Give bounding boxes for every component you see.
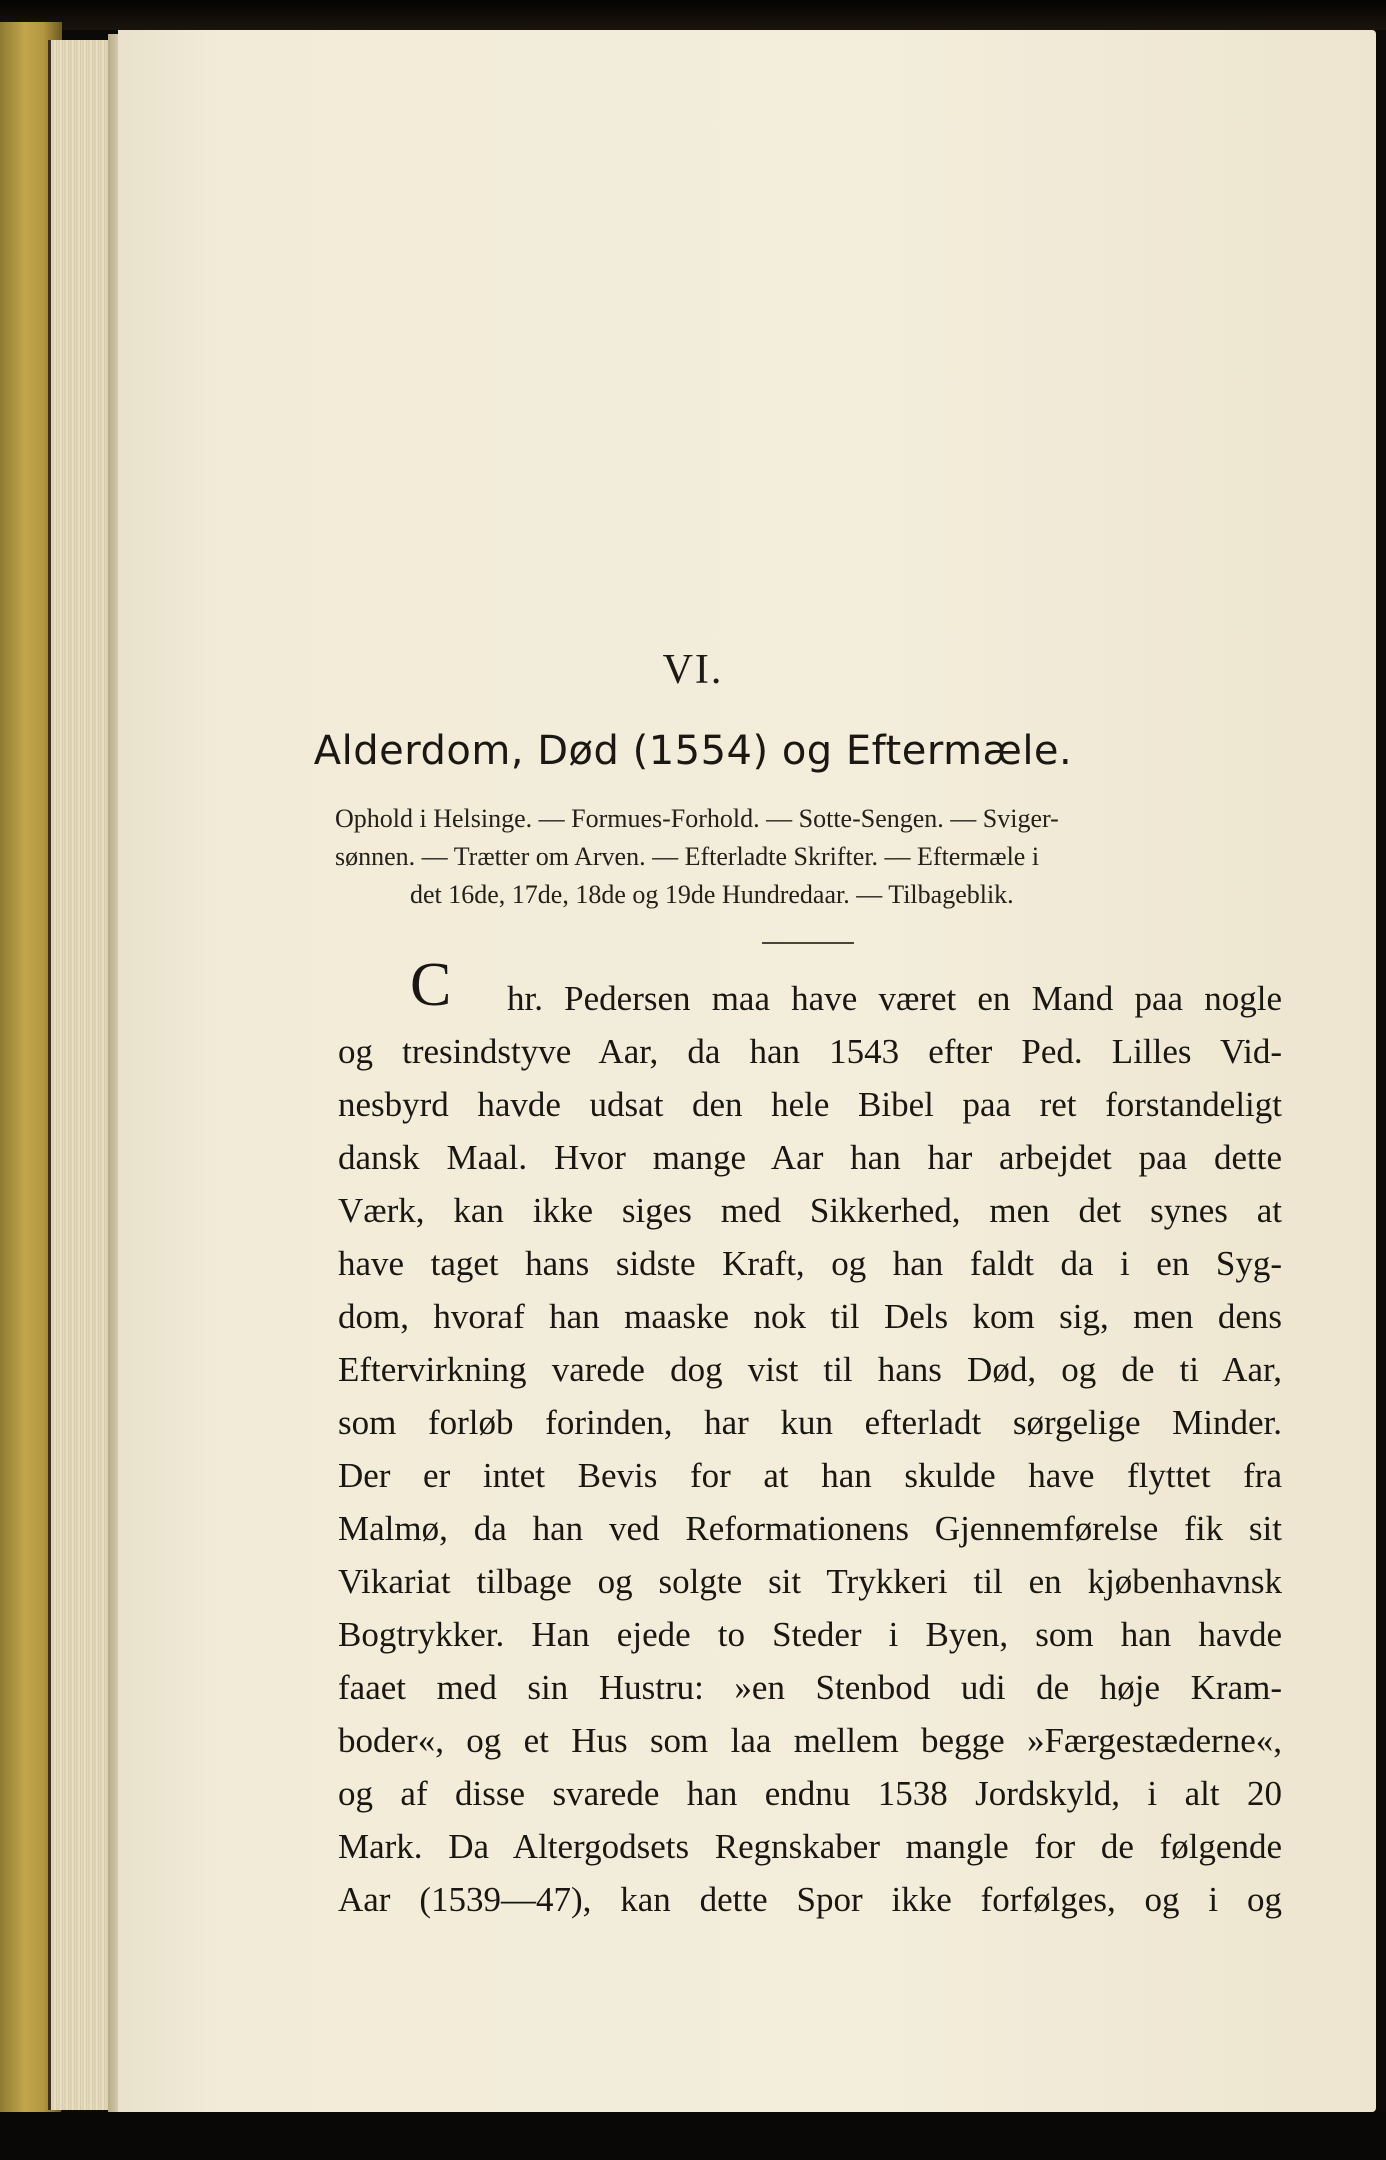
synopsis-line: det 16de, 17de, 18de og 19de Hundredaar. — Tilbageblik. (410, 880, 1014, 909)
body-line: Eftervirkning varede dog vist til hans Død, og de ti Aar, (338, 1350, 1282, 1389)
drop-cap: C (410, 951, 452, 1019)
body-line: som forløb forinden, har kun efterladt sørgelige Minder. (338, 1403, 1282, 1442)
synopsis-line: Ophold i Helsinge. — Formues-Forhold. — Sotte-Sengen. — Sviger- (335, 804, 1059, 833)
body-line: Der er intet Bevis for at han skulde have flyttet fra (338, 1456, 1282, 1495)
body-line: dansk Maal. Hvor mange Aar han har arbejdet paa dette (338, 1138, 1282, 1177)
body-line: have taget hans sidste Kraft, og han faldt da i en Syg- (338, 1244, 1282, 1283)
body-line: Aar (1539—47), kan dette Spor ikke forfølges, og i og (338, 1880, 1282, 1919)
body-line: dom, hvoraf han maaske nok til Dels kom sig, men dens (338, 1297, 1282, 1336)
body-line: Malmø, da han ved Reformationens Gjennemførelse fik sit (338, 1509, 1282, 1548)
body-line: og tresindstyve Aar, da han 1543 efter Ped. Lilles Vid- (338, 1032, 1282, 1071)
body-line: Værk, kan ikke siges med Sikkerhed, men det synes at (338, 1191, 1282, 1230)
top-shadow (0, 0, 1386, 30)
synopsis-line: sønnen. — Trætter om Arven. — Efterladte Skrifter. — Eftermæle i (335, 842, 1040, 871)
bottom-shadow (0, 2112, 1386, 2160)
body-line: Bogtrykker. Han ejede to Steder i Byen, som han havde (338, 1615, 1282, 1654)
body-line: Mark. Da Altergodsets Regnskaber mangle for de følgende (338, 1827, 1282, 1866)
body-line: Vikariat tilbage og solgte sit Trykkeri til en kjøbenhavnsk (338, 1562, 1282, 1601)
body-line: faaet med sin Hustru: »en Stenbod udi de høje Kram- (338, 1668, 1282, 1707)
body-line: og af disse svarede han endnu 1538 Jordskyld, i alt 20 (338, 1774, 1282, 1813)
chapter-title: Alderdom, Død (1554) og Eftermæle. (313, 728, 1073, 774)
body-line: hr. Pedersen maa have været en Mand paa nogle (507, 979, 1282, 1018)
section-divider (762, 942, 854, 944)
body-line: boder«, og et Hus som laa mellem begge »Færgestæderne«, (338, 1721, 1282, 1760)
body-line: nesbyrd havde udsat den hele Bibel paa ret forstandeligt (338, 1085, 1282, 1124)
chapter-number: VI. (662, 647, 724, 693)
